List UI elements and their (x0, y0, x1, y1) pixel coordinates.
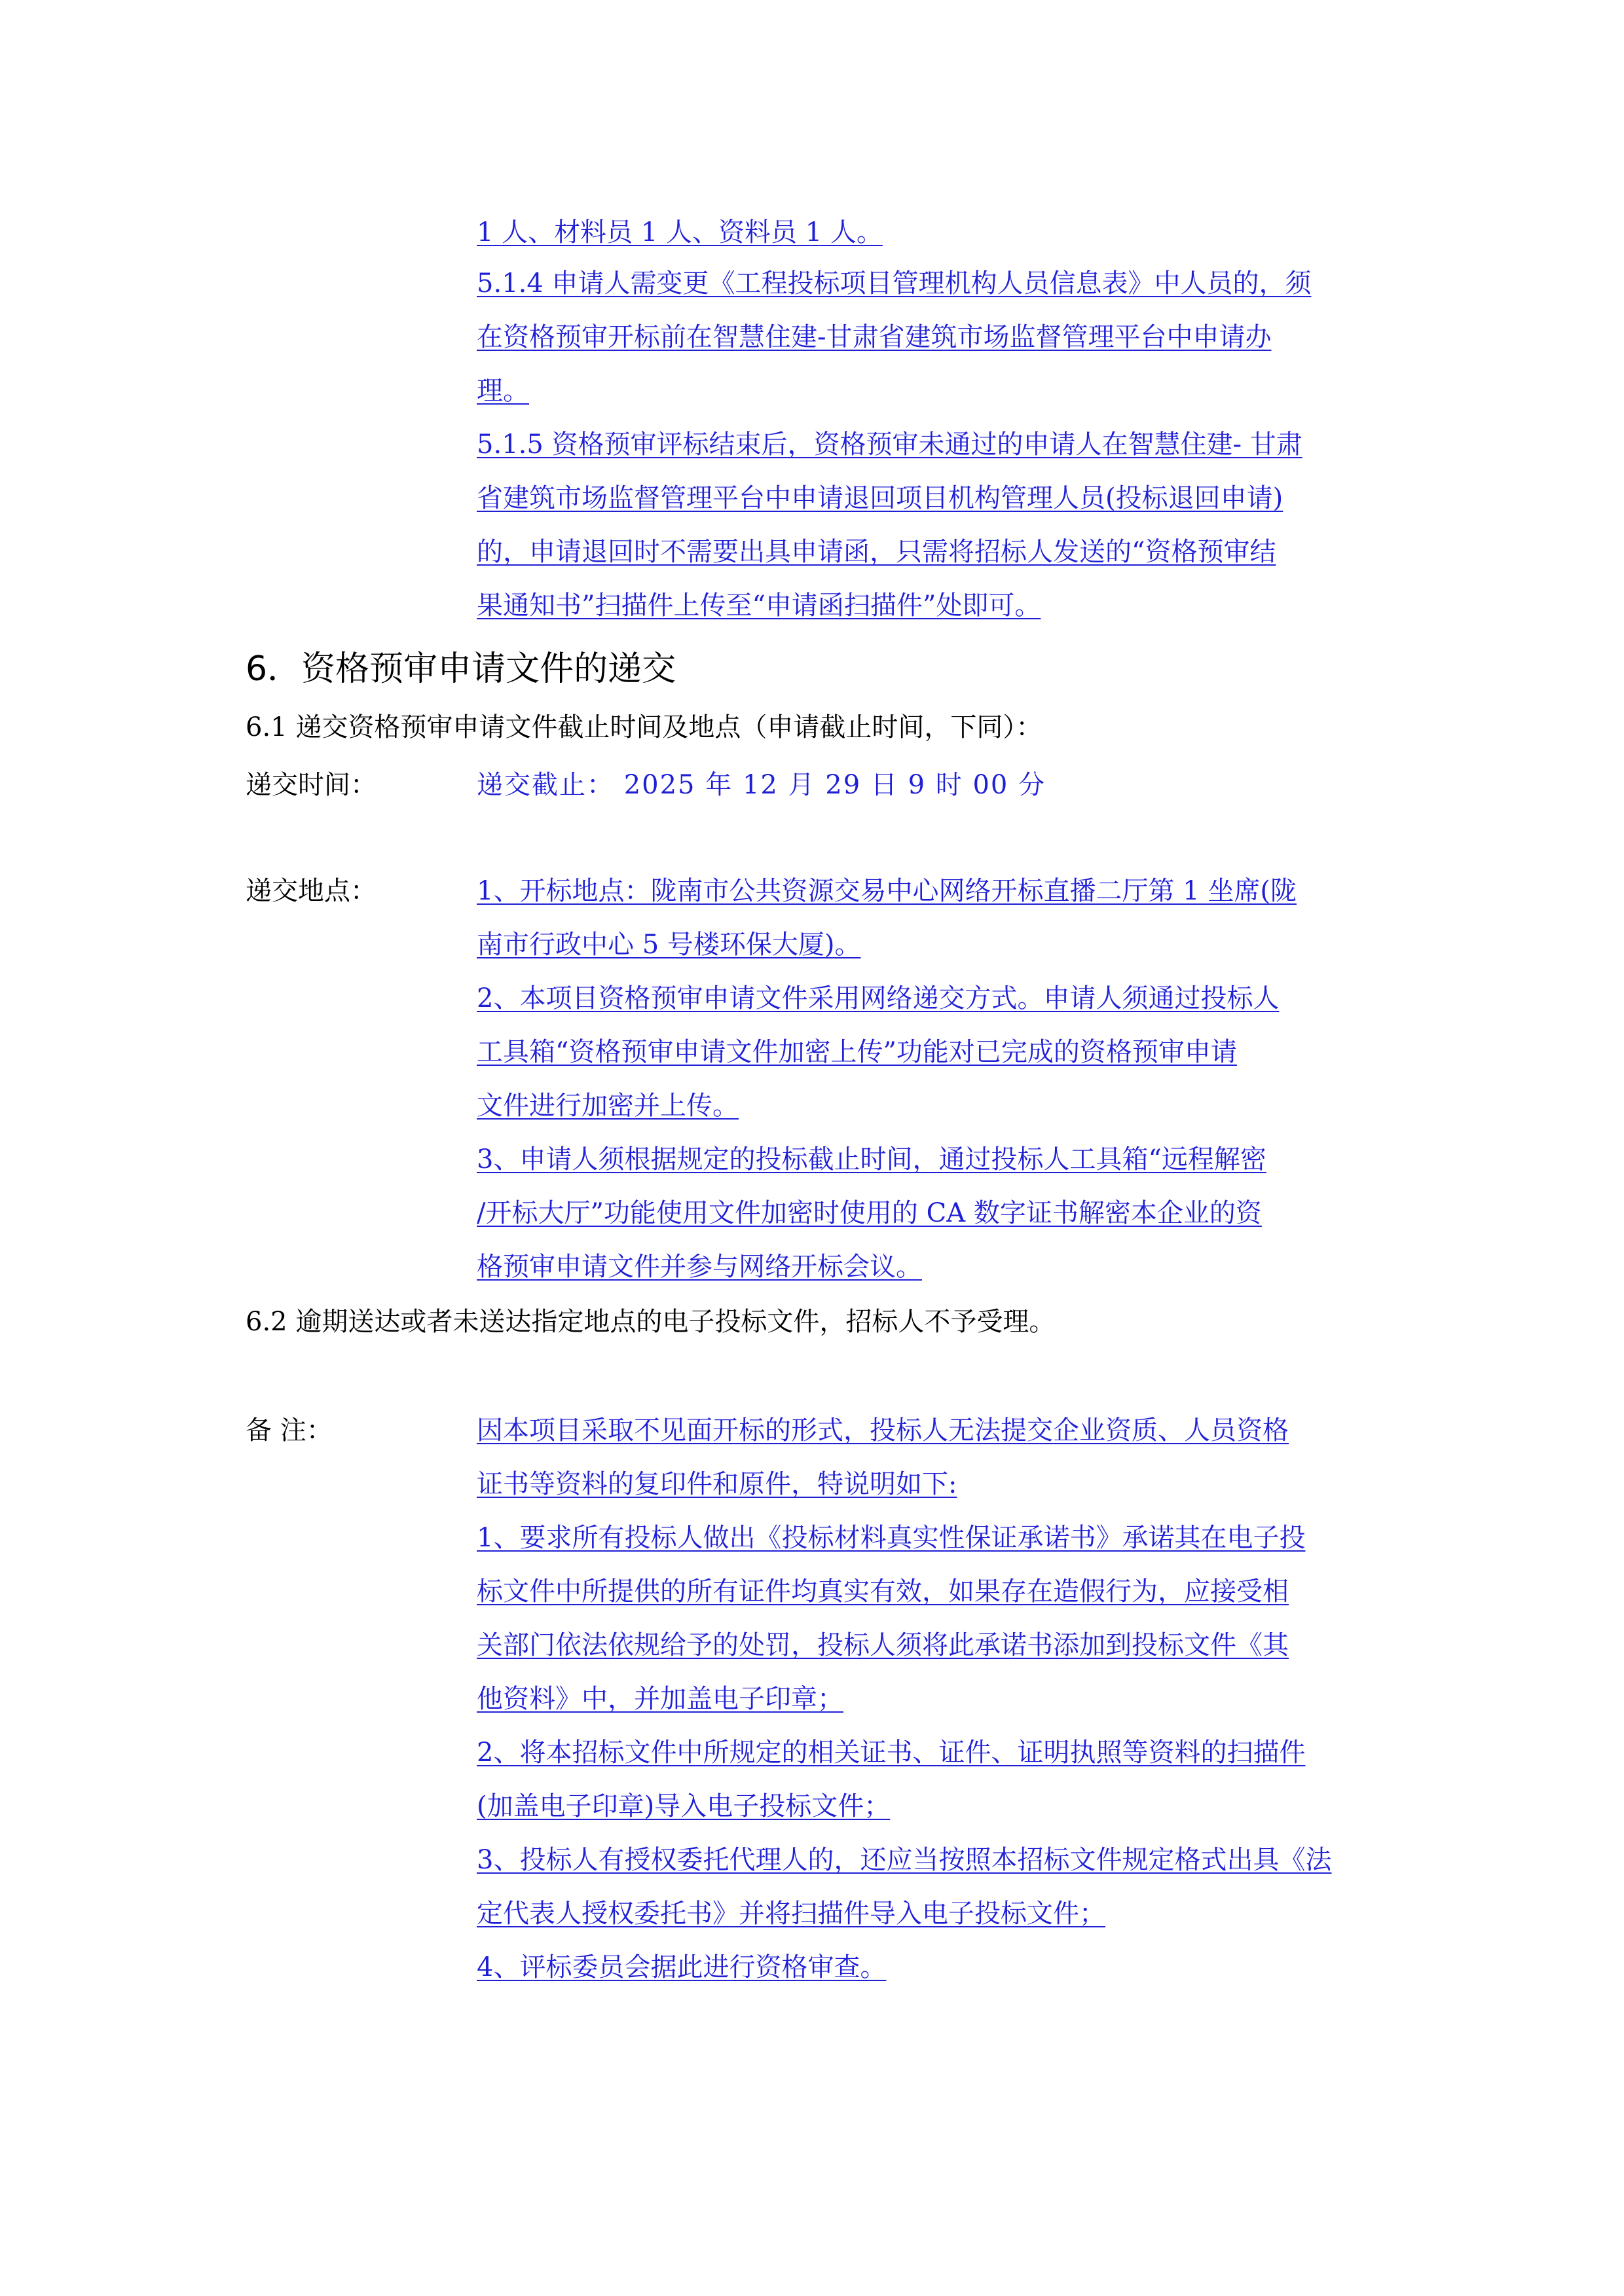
section5-line-7: 的，申请退回时不需要出具申请函，只需将招标人发送的“资格预审结 (477, 537, 1276, 567)
section5-line-1: 1 人、材料员 1 人、资料员 1 人。 (477, 217, 883, 247)
remark-line-6: 他资料》中，并加盖电子印章； (477, 1684, 843, 1714)
place-line-6: 3、申请人须根据规定的投标截止时间，通过投标人工具箱“远程解密 (477, 1144, 1266, 1175)
place-line-3: 2、本项目资格预审申请文件采用网络递交方式。申请人须通过投标人 (477, 983, 1280, 1013)
section5-line-8: 果通知书”扫描件上传至“申请函扫描件”处即可。 (477, 591, 1041, 621)
place-line-8: 格预审申请文件并参与网络开标会议。 (477, 1252, 922, 1282)
deadline-value: 递交截止： 2025 年 12 月 29 日 9 时 00 分 (477, 770, 1046, 800)
place-label: 递交地点： (246, 876, 377, 906)
section6-heading: 6．资格预审申请文件的递交 (246, 649, 676, 689)
item-6-2: 6.2 逾期送达或者未送达指定地点的电子投标文件，招标人不予受理。 (246, 1307, 1056, 1337)
section5-line-5: 5.1.5 资格预审评标结束后，资格预审未通过的申请人在智慧住建- 甘肃 (477, 429, 1302, 460)
deadline-label: 递交时间： (246, 770, 377, 800)
section5-line-4: 理。 (477, 376, 529, 406)
section5-line-3: 在资格预审开标前在智慧住建-甘肃省建筑市场监督管理平台中申请办 (477, 322, 1272, 352)
remark-line-2: 证书等资料的复印件和原件，特说明如下: (477, 1469, 957, 1499)
remark-line-5: 关部门依法依规给予的处罚，投标人须将此承诺书添加到投标文件《其 (477, 1630, 1289, 1660)
remark-line-10: 定代表人授权委托书》并将扫描件导入电子投标文件； (477, 1899, 1105, 1929)
place-line-1: 1、开标地点：陇南市公共资源交易中心网络开标直播二厅第 1 坐席(陇 (477, 876, 1297, 906)
section5-line-2: 5.1.4 申请人需变更《工程投标项目管理机构人员信息表》中人员的，须 (477, 268, 1312, 299)
remark-line-9: 3、投标人有授权委托代理人的，还应当按照本招标文件规定格式出具《法 (477, 1845, 1332, 1875)
item-6-1: 6.1 递交资格预审申请文件截止时间及地点（申请截止时间，下同）： (246, 712, 1043, 742)
remark-line-7: 2、将本招标文件中所规定的相关证书、证件、证明执照等资料的扫描件 (477, 1738, 1306, 1768)
section5-line-6: 省建筑市场监督管理平台中申请退回项目机构管理人员(投标退回申请) (477, 483, 1283, 513)
place-line-4: 工具箱“资格预审申请文件加密上传”功能对已完成的资格预审申请 (477, 1037, 1237, 1067)
place-line-7: /开标大厅”功能使用文件加密时使用的 CA 数字证书解密本企业的资 (477, 1198, 1262, 1228)
remark-line-11: 4、评标委员会据此进行资格审查。 (477, 1952, 887, 1982)
remark-label: 备 注： (246, 1415, 333, 1446)
remark-line-3: 1、要求所有投标人做出《投标材料真实性保证承诺书》承诺其在电子投 (477, 1523, 1306, 1553)
place-line-2: 南市行政中心 5 号楼环保大厦)。 (477, 930, 861, 960)
remark-line-8: (加盖电子印章)导入电子投标文件； (477, 1791, 891, 1821)
remark-line-1: 因本项目采取不见面开标的形式，投标人无法提交企业资质、人员资格 (477, 1415, 1289, 1446)
place-line-5: 文件进行加密并上传。 (477, 1091, 739, 1121)
remark-line-4: 标文件中所提供的所有证件均真实有效，如果存在造假行为，应接受相 (477, 1576, 1289, 1607)
